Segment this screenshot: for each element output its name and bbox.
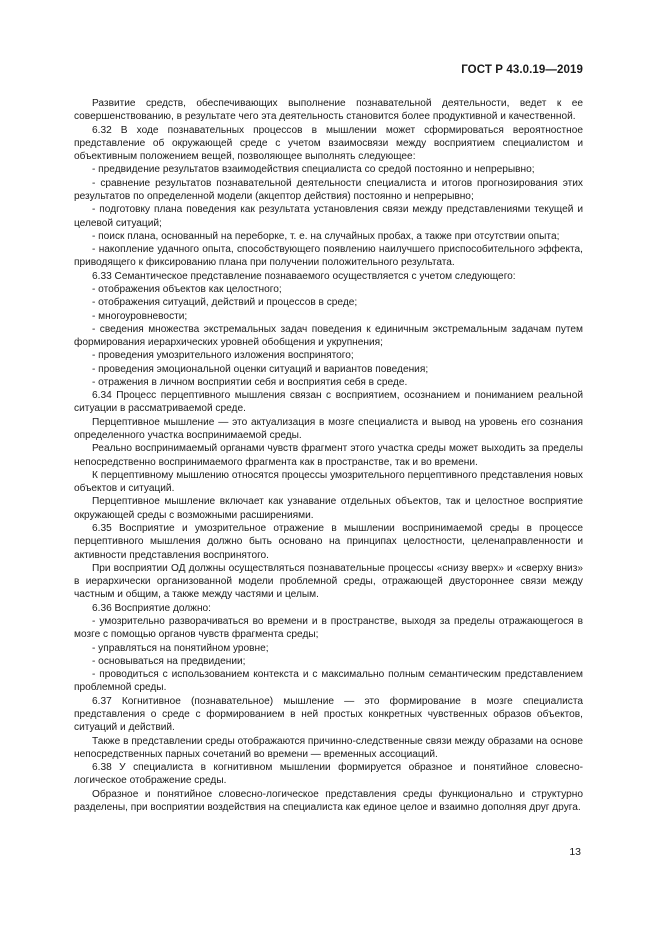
list-item: - сведения множества экстремальных задач поведения к единичным экстремальным задачам путем формирования иерархических уровней обобщения и укрупнения; [74, 323, 583, 349]
paragraph: 6.38 У специалиста в когнитивном мышлении формируется образное и понятийное словесно-логическое отображение среды. [74, 762, 583, 787]
list-item: - сравнение результатов познавательной деятельности специалиста и итогов прогнозирования этих результатов по определенной модели (акцептор действия) постоянно и непрерывно; [74, 177, 583, 202]
list-item: - проведения умозрительного изложения воспринятого; [92, 350, 354, 362]
page-number: 13 [569, 846, 581, 858]
list-item: - основываться на предвидении; [92, 655, 246, 667]
paragraph: 6.33 Семантическое представление познаваемого осуществляется с учетом следующего: [92, 270, 516, 282]
paragraph: Также в представлении среды отображаются причинно-следственные связи между образами на основе непосредственных парных сочетаний во времени — временных ассоциаций. [74, 735, 583, 760]
paragraph: Реально воспринимаемый органами чувств фрагмент этого участка среды может выходить за пределы непосредственно воспринимаемого фрагмента как в пространстве, так и во времени. [74, 443, 583, 468]
list-item: - предвидение результатов взаимодействия специалиста со средой постоянно и непрерывно; [92, 164, 535, 176]
list-item: - отображения объектов как целостного; [92, 283, 282, 295]
list-item: - отображения ситуаций, действий и процессов в среде; [92, 297, 358, 309]
list-item: - отражения в личном восприятии себя и восприятия себя в среде. [92, 376, 408, 388]
paragraph: 6.34 Процесс перцептивного мышления связан с восприятием, осознанием и пониманием реальной ситуации в рассматриваемой среде. [74, 390, 583, 415]
paragraph: При восприятии ОД должны осуществляться познавательные процессы «снизу вверх» и «сверху вниз» в иерархически организованной модели проблемной среды, отражающей двустороннее связи между частным и общим, а также между частями и целым. [74, 562, 583, 601]
paragraph: Образное и понятийное словесно-логическое представления среды функционально и структурно разделены, при восприятии воздействия на специалиста как единое целое и взаимно дополняя друг друга. [74, 788, 583, 813]
list-item: - накопление удачного опыта, способствующего появлению наилучшего приспособительного эффекта, приводящего к фиксированию плана при получении положительного результата. [74, 244, 583, 269]
paragraph: 6.36 Восприятие должно: [92, 602, 211, 614]
list-item: - проводиться с использованием контекста и с максимально полным семантическим представлением проблемной среды. [74, 669, 583, 694]
paragraph: 6.32 В ходе познавательных процессов в мышлении может сформироваться вероятностное представление об окружающей среде с учетом взаимосвязи между восприятием специалистом и объективным положением вещей, позволяющее выполнять следующее: [74, 124, 583, 163]
list-item: - поиск плана, основанный на переборке, т. е. на случайных пробах, а также при отсутствии опыта; [92, 230, 560, 242]
paragraph: Перцептивное мышление — это актуализация в мозге специалиста и вывод на уровень его сознания определенного участка воспринимаемой среды. [74, 416, 583, 442]
paragraph: Развитие средств, обеспечивающих выполнение познавательной деятельности, ведет к ее совершенствованию, в результате чего эта деятельность становится более продуктивной и качественной. [74, 98, 583, 123]
list-item: - проведения эмоциональной оценки ситуаций и вариантов поведения; [92, 363, 429, 375]
paragraph: К перцептивному мышлению относятся процессы умозрительного перцептивного представления новых объектов и ситуаций. [74, 469, 583, 495]
paragraph: Перцептивное мышление включает как узнавание отдельных объектов, так и целостное восприятие окружающей среды с возможными расширениями. [74, 496, 583, 521]
list-item: - многоуровневости; [92, 310, 188, 322]
list-item: - умозрительно разворачиваться во времени и в пространстве, выходя за пределы отражающегося в мозге с помощью органов чувств фрагмента среды; [74, 615, 583, 641]
paragraph: 6.35 Восприятие и умозрительное отражение в мышлении воспринимаемой среды в процессе перцептивного мышления должно быть основано на принципах целостности, целенаправленности и активности представления воспринятого. [74, 523, 583, 561]
list-item: - подготовку плана поведения как результата установления связи между представлениями текущей и целевой ситуаций; [74, 204, 583, 229]
document-body [74, 97, 583, 814]
paragraph: 6.37 Когнитивное (познавательное) мышление — это формирование в мозге специалиста представления о среде с формированием в ней простых конкретных чувственных образов объектов, ситуаций и действий. [74, 695, 583, 734]
list-item: - управляться на понятийном уровне; [92, 642, 269, 654]
document-header: ГОСТ Р 43.0.19—2019 [461, 64, 583, 76]
